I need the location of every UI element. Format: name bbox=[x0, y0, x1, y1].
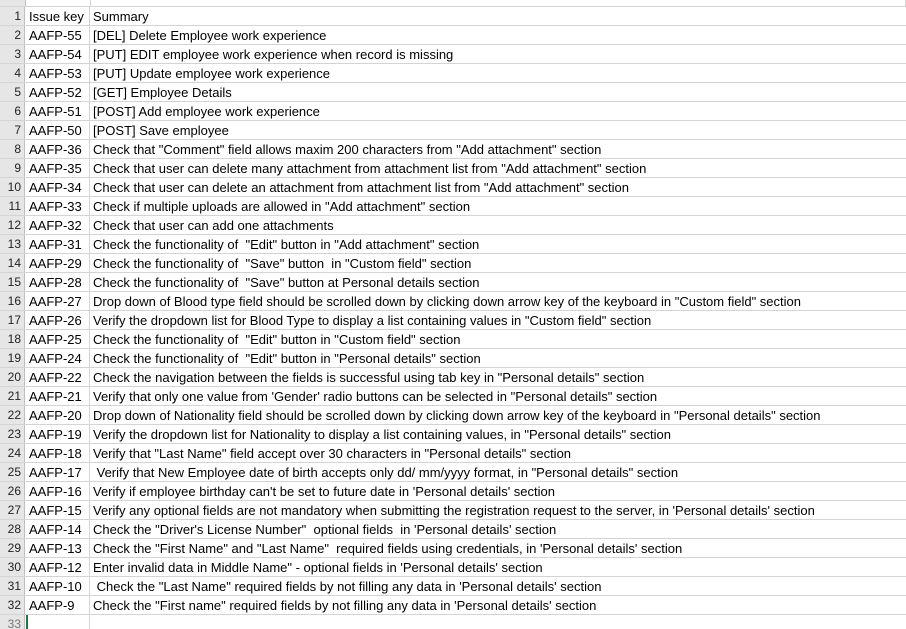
summary-cell[interactable]: [PUT] EDIT employee work experience when record is missing bbox=[93, 47, 454, 62]
issue-key-cell[interactable]: AAFP-50 bbox=[26, 121, 90, 139]
row-number[interactable]: 24 bbox=[0, 444, 25, 462]
header-cell-issue-key[interactable]: Issue key bbox=[26, 7, 90, 25]
issue-key-cell[interactable]: AAFP-52 bbox=[26, 83, 90, 101]
summary-cell[interactable]: Check the "Driver's License Number" optional fields in 'Personal details' section bbox=[93, 522, 557, 537]
header-cell-summary[interactable]: Summary bbox=[93, 9, 149, 24]
summary-cell[interactable]: Check the navigation between the fields is successful using tab key in "Personal details" section bbox=[93, 370, 645, 385]
issue-key-cell[interactable]: AAFP-15 bbox=[26, 501, 90, 519]
summary-cell[interactable]: Drop down of Nationality field should be scrolled down by clicking down arrow key of the keyboard in "Personal details" section bbox=[93, 408, 821, 423]
table-row bbox=[0, 26, 906, 45]
table-row bbox=[0, 596, 906, 615]
row-number[interactable]: 25 bbox=[0, 463, 25, 481]
issue-key-cell[interactable]: AAFP-32 bbox=[26, 216, 90, 234]
cell-selection-indicator bbox=[26, 615, 28, 629]
summary-cell[interactable]: Check the functionality of "Edit" button in "Personal details" section bbox=[93, 351, 481, 366]
row-number[interactable]: 8 bbox=[0, 140, 25, 158]
summary-cell[interactable]: Check that "Comment" field allows maxim 200 characters from "Add attachment" section bbox=[93, 142, 602, 157]
table-row bbox=[0, 425, 906, 444]
table-row bbox=[0, 273, 906, 292]
spreadsheet-grid bbox=[0, 7, 906, 629]
table-row bbox=[0, 140, 906, 159]
row-number[interactable]: 7 bbox=[0, 121, 25, 139]
issue-key-cell[interactable]: AAFP-29 bbox=[26, 254, 90, 272]
issue-key-cell[interactable]: AAFP-9 bbox=[26, 596, 90, 614]
row-number[interactable]: 5 bbox=[0, 83, 25, 101]
row-number[interactable]: 17 bbox=[0, 311, 25, 329]
table-row bbox=[0, 197, 906, 216]
issue-key-cell[interactable]: AAFP-54 bbox=[26, 45, 90, 63]
issue-key-cell[interactable]: AAFP-27 bbox=[26, 292, 90, 310]
row-number[interactable]: 19 bbox=[0, 349, 25, 367]
issue-key-cell[interactable]: AAFP-55 bbox=[26, 26, 90, 44]
summary-cell[interactable]: [POST] Add employee work experience bbox=[93, 104, 320, 119]
row-number[interactable]: 31 bbox=[0, 577, 25, 595]
issue-key-cell[interactable]: AAFP-36 bbox=[26, 140, 90, 158]
summary-cell[interactable]: Check the functionality of "Edit" button in "Custom field" section bbox=[93, 332, 461, 347]
summary-cell[interactable]: Check the "First Name" and "Last Name" required fields using credentials, in 'Personal details' section bbox=[93, 541, 683, 556]
row-number[interactable]: 6 bbox=[0, 102, 25, 120]
table-row bbox=[0, 406, 906, 425]
issue-key-cell[interactable]: AAFP-31 bbox=[26, 235, 90, 253]
issue-key-cell[interactable]: AAFP-35 bbox=[26, 159, 90, 177]
table-row bbox=[0, 577, 906, 596]
row-number[interactable]: 33 bbox=[0, 615, 25, 629]
table-row bbox=[0, 444, 906, 463]
summary-cell[interactable]: Drop down of Blood type field should be scrolled down by clicking down arrow key of the keyboard in "Custom field" section bbox=[93, 294, 801, 309]
row-number[interactable]: 4 bbox=[0, 64, 25, 82]
table-row bbox=[0, 387, 906, 406]
issue-key-cell[interactable]: AAFP-10 bbox=[26, 577, 90, 595]
row-number[interactable]: 16 bbox=[0, 292, 25, 310]
summary-cell[interactable]: Verify the dropdown list for Blood Type to display a list containing values in "Custom field" section bbox=[93, 313, 652, 328]
summary-cell[interactable]: [PUT] Update employee work experience bbox=[93, 66, 331, 81]
table-row bbox=[0, 235, 906, 254]
table-row bbox=[0, 121, 906, 140]
row-number[interactable]: 18 bbox=[0, 330, 25, 348]
row-number[interactable]: 20 bbox=[0, 368, 25, 386]
row-number[interactable]: 26 bbox=[0, 482, 25, 500]
summary-cell[interactable]: Enter invalid data in Middle Name" - optional fields in 'Personal details' section bbox=[93, 560, 543, 575]
summary-cell[interactable]: Verify that only one value from 'Gender' radio buttons can be selected in "Personal details" section bbox=[93, 389, 658, 404]
row-number[interactable]: 32 bbox=[0, 596, 25, 614]
summary-cell[interactable]: [DEL] Delete Employee work experience bbox=[93, 28, 327, 43]
row-number[interactable]: 15 bbox=[0, 273, 25, 291]
table-row bbox=[0, 292, 906, 311]
summary-cell[interactable]: Check that user can delete an attachment from attachment list from "Add attachment" section bbox=[93, 180, 629, 195]
summary-cell[interactable]: [GET] Employee Details bbox=[93, 85, 232, 100]
issue-key-cell[interactable]: AAFP-12 bbox=[26, 558, 90, 576]
issue-key-cell[interactable]: AAFP-34 bbox=[26, 178, 90, 196]
table-row bbox=[0, 330, 906, 349]
summary-cell[interactable] bbox=[91, 615, 906, 629]
table-row bbox=[0, 178, 906, 197]
issue-key-cell[interactable]: AAFP-51 bbox=[26, 102, 90, 120]
row-number[interactable]: 2 bbox=[0, 26, 25, 44]
table-row bbox=[0, 463, 906, 482]
issue-key-cell[interactable] bbox=[26, 615, 90, 629]
row-number[interactable]: 23 bbox=[0, 425, 25, 443]
issue-key-cell[interactable]: AAFP-22 bbox=[26, 368, 90, 386]
summary-cell[interactable]: Verify any optional fields are not mandatory when submitting the registration request to the server, in 'Personal details' section bbox=[93, 503, 815, 518]
table-row bbox=[0, 311, 906, 330]
issue-key-cell[interactable]: AAFP-28 bbox=[26, 273, 90, 291]
select-all-corner[interactable] bbox=[0, 0, 26, 6]
row-number[interactable]: 11 bbox=[0, 197, 25, 215]
table-row bbox=[0, 216, 906, 235]
table-row bbox=[0, 254, 906, 273]
summary-cell[interactable]: Check the "Last Name" required fields by not filling any data in 'Personal details' section bbox=[93, 579, 602, 594]
table-row bbox=[0, 159, 906, 178]
column-header-b[interactable] bbox=[91, 0, 906, 6]
table-row bbox=[0, 482, 906, 501]
row-number[interactable]: 27 bbox=[0, 501, 25, 519]
row-number[interactable]: 21 bbox=[0, 387, 25, 405]
issue-key-cell[interactable]: AAFP-14 bbox=[26, 520, 90, 538]
issue-key-cell[interactable]: AAFP-18 bbox=[26, 444, 90, 462]
row-number[interactable]: 3 bbox=[0, 45, 25, 63]
column-header-strip bbox=[0, 0, 906, 7]
summary-cell[interactable]: Check the functionality of "Save" button in "Custom field" section bbox=[93, 256, 472, 271]
table-row bbox=[0, 64, 906, 83]
summary-cell[interactable]: Verify if employee birthday can't be set to future date in 'Personal details' section bbox=[93, 484, 555, 499]
row-number[interactable]: 30 bbox=[0, 558, 25, 576]
summary-cell[interactable]: Check the functionality of "Save" button at Personal details section bbox=[93, 275, 480, 290]
row-number[interactable]: 14 bbox=[0, 254, 25, 272]
row-number[interactable]: 10 bbox=[0, 178, 25, 196]
issue-key-cell[interactable]: AAFP-16 bbox=[26, 482, 90, 500]
table-row bbox=[0, 539, 906, 558]
row-number[interactable]: 22 bbox=[0, 406, 25, 424]
summary-cell[interactable]: Check the "First name" required fields by not filling any data in 'Personal details' section bbox=[93, 598, 597, 613]
summary-cell[interactable]: [POST] Save employee bbox=[93, 123, 229, 138]
row-number[interactable]: 28 bbox=[0, 520, 25, 538]
summary-cell[interactable]: Check if multiple uploads are allowed in "Add attachment" section bbox=[93, 199, 471, 214]
issue-key-cell[interactable]: AAFP-53 bbox=[26, 64, 90, 82]
table-row bbox=[0, 368, 906, 387]
summary-cell[interactable]: Verify the dropdown list for Nationality to display a list containing values, in "Personal details" section bbox=[93, 427, 671, 442]
issue-key-cell[interactable]: AAFP-20 bbox=[26, 406, 90, 424]
issue-key-cell[interactable]: AAFP-13 bbox=[26, 539, 90, 557]
summary-cell[interactable]: Check that user can delete many attachment from attachment list from "Add attachment" section bbox=[93, 161, 647, 176]
summary-cell[interactable]: Check the functionality of "Edit" button in "Add attachment" section bbox=[93, 237, 480, 252]
issue-key-cell[interactable]: AAFP-26 bbox=[26, 311, 90, 329]
table-row bbox=[0, 501, 906, 520]
row-number[interactable]: 12 bbox=[0, 216, 25, 234]
summary-cell[interactable]: Check that user can add one attachments bbox=[93, 218, 334, 233]
row-number[interactable]: 13 bbox=[0, 235, 25, 253]
table-row bbox=[0, 102, 906, 121]
table-row-partial bbox=[0, 615, 906, 629]
issue-key-cell[interactable]: AAFP-25 bbox=[26, 330, 90, 348]
table-row bbox=[0, 349, 906, 368]
table-row bbox=[0, 520, 906, 539]
table-row bbox=[0, 45, 906, 64]
column-header-a[interactable] bbox=[26, 0, 91, 6]
row-number[interactable]: 9 bbox=[0, 159, 25, 177]
issue-key-cell[interactable]: AAFP-24 bbox=[26, 349, 90, 367]
issue-key-cell[interactable]: AAFP-33 bbox=[26, 197, 90, 215]
summary-cell[interactable]: Verify that New Employee date of birth accepts only dd/ mm/yyyy format, in "Personal details" section bbox=[93, 465, 679, 480]
table-row bbox=[0, 83, 906, 102]
row-number[interactable]: 29 bbox=[0, 539, 25, 557]
issue-key-cell[interactable]: AAFP-19 bbox=[26, 425, 90, 443]
summary-cell[interactable]: Verify that "Last Name" field accept over 30 characters in "Personal details" section bbox=[93, 446, 572, 461]
row-number[interactable]: 1 bbox=[0, 7, 25, 25]
header-row bbox=[0, 7, 906, 26]
table-row bbox=[0, 558, 906, 577]
issue-key-cell[interactable]: AAFP-17 bbox=[26, 463, 90, 481]
issue-key-cell[interactable]: AAFP-21 bbox=[26, 387, 90, 405]
